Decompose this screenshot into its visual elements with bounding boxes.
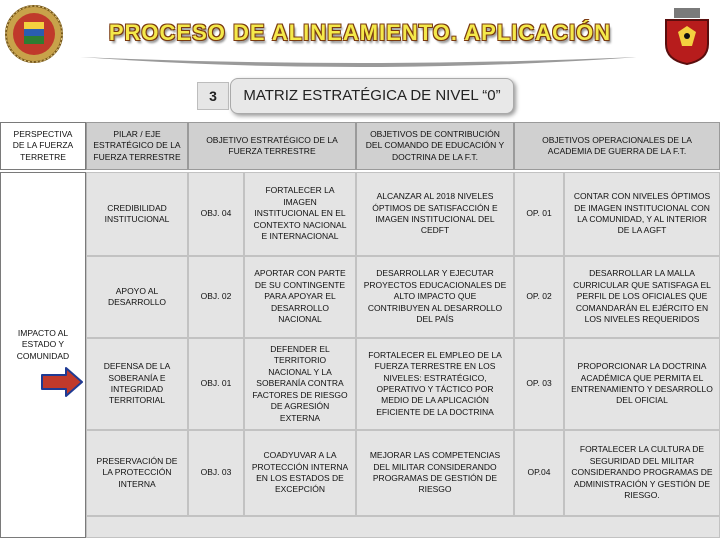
obj-code-cell: OBJ. 04 — [188, 172, 244, 256]
obj-code-cell: OBJ. 01 — [188, 338, 244, 430]
pilar-cell: APOYO AL DESARROLLO — [86, 256, 188, 338]
header-pilar: PILAR / EJE ESTRATÉGICO DE LA FUERZA TERRESTRE — [86, 122, 188, 170]
op-text-cell: PROPORCIONAR LA DOCTRINA ACADÉMICA QUE PERMITA EL ENTRENAMIENTO Y DESARROLLO DEL OFICIAL — [564, 338, 720, 430]
pilar-cell: PRESERVACIÓN DE LA PROTECCIÓN INTERNA — [86, 430, 188, 516]
obj-text-cell: COADYUVAR A LA PROTECCIÓN INTERNA EN LOS ESTADOS DE EXCEPCIÓN — [244, 430, 356, 516]
right-arrow-icon — [40, 366, 84, 398]
op-text-cell: CONTAR CON NIVELES ÓPTIMOS DE IMAGEN INSTITUCIONAL CON LA COMUNIDAD, Y AL INTERIOR DE LA AGFT — [564, 172, 720, 256]
header-objetivo-estrategico: OBJETIVO ESTRATÉGICO DE LA FUERZA TERRESTRE — [188, 122, 356, 170]
page-title: PROCESO DE ALINEAMIENTO. APLICACIÓN — [108, 20, 612, 45]
pilar-cell: CREDIBILIDAD INSTITUCIONAL — [86, 172, 188, 256]
step-number-badge: 3 — [197, 82, 229, 110]
op-code-cell: OP. 03 — [514, 338, 564, 430]
obj-text-cell: APORTAR CON PARTE DE SU CONTINGENTE PARA APOYAR EL DESARROLLO NACIONAL — [244, 256, 356, 338]
op-code-cell: OP. 01 — [514, 172, 564, 256]
op-code-cell: OP. 02 — [514, 256, 564, 338]
header-objetivos-contribucion: OBJETIVOS DE CONTRIBUCIÓN DEL COMANDO DE EDUCACIÓN Y DOCTRINA DE LA F.T. — [356, 122, 514, 170]
header-objetivos-operacionales: OBJETIVOS OPERACIONALES DE LA ACADEMIA DE GUERRA DE LA F.T. — [514, 122, 720, 170]
obj-text-cell: DEFENDER EL TERRITORIO NACIONAL Y LA SOBERANÍA CONTRA FACTORES DE RIESGO DE AGRESIÓN EXTERNA — [244, 338, 356, 430]
header-perspectiva: PERSPECTIVA DE LA FUERZA TERRETRE — [0, 122, 86, 170]
pilar-cell: DEFENSA DE LA SOBERANÍA E INTEGRIDAD TERRITORIAL — [86, 338, 188, 430]
obj-code-cell: OBJ. 02 — [188, 256, 244, 338]
perspectiva-cell: IMPACTO AL ESTADO Y COMUNIDAD — [0, 172, 86, 538]
op-text-cell: FORTALECER LA CULTURA DE SEGURIDAD DEL MILITAR CONSIDERANDO PROGRAMAS DE ADMINISTRACIÓN Y GESTIÓN DE RIESGO. — [564, 430, 720, 516]
contribucion-cell: ALCANZAR AL 2018 NIVELES ÓPTIMOS DE SATISFACCIÓN E IMAGEN INSTITUCIONAL DEL CEDFT — [356, 172, 514, 256]
matrix-title-badge: MATRIZ ESTRATÉGICA DE NIVEL “0” — [230, 78, 514, 114]
obj-text-cell: FORTALECER LA IMAGEN INSTITUCIONAL EN EL CONTEXTO NACIONAL E INTERNACIONAL — [244, 172, 356, 256]
right-coat-of-arms-icon — [660, 6, 714, 66]
title-underline-swoosh — [80, 55, 640, 75]
contribucion-cell: MEJORAR LAS COMPETENCIAS DEL MILITAR CONSIDERANDO PROGRAMAS DE GESTIÓN DE RIESGO — [356, 430, 514, 516]
contribucion-cell: DESARROLLAR Y EJECUTAR PROYECTOS EDUCACIONALES DE ALTO IMPACTO QUE CONTRIBUYEN AL DESARROLLO DEL PAÍS — [356, 256, 514, 338]
table-bottom-strip — [86, 516, 720, 538]
obj-code-cell: OBJ. 03 — [188, 430, 244, 516]
contribucion-cell: FORTALECER EL EMPLEO DE LA FUERZA TERRESTRE EN LOS NIVELES: ESTRATÉGICO, OPERATIVO Y TÁCTICO POR MEDIO DE LA APLICACIÓN EFICIENTE DE LA DOCTRINA — [356, 338, 514, 430]
op-text-cell: DESARROLLAR LA MALLA CURRICULAR QUE SATISFAGA EL PERFIL DE LOS OFICIALES QUE COMANDARÁN EL EJÉRCITO EN LOS NIVELES REQUERIDOS — [564, 256, 720, 338]
op-code-cell: OP.04 — [514, 430, 564, 516]
